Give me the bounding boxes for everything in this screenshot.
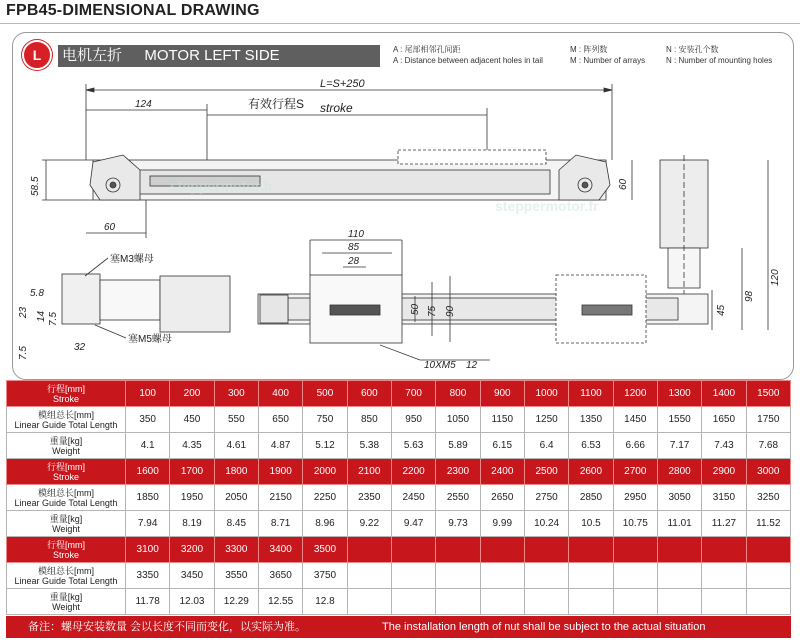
orientation-badge: L: [22, 40, 52, 70]
table-cell: 1600: [126, 459, 170, 485]
table-cell: 3250: [746, 485, 790, 511]
table-cell: [613, 537, 657, 563]
table-cell: 12.03: [170, 589, 214, 615]
table-cell: 100: [126, 381, 170, 407]
dim-stroke-en: stroke: [320, 101, 353, 115]
table-cell: 1950: [170, 485, 214, 511]
row-label: [7, 563, 126, 589]
table-cell: 2600: [569, 459, 613, 485]
legend-n-cn: N : 安装孔个数: [666, 45, 719, 54]
table-cell: 12.8: [303, 589, 347, 615]
table-cell: 350: [126, 407, 170, 433]
table-cell: 650: [258, 407, 302, 433]
table-cell: [391, 589, 435, 615]
table-cell: 3550: [214, 563, 258, 589]
table-cell: [702, 537, 746, 563]
table-cell: 3750: [303, 563, 347, 589]
table-cell: 2500: [524, 459, 568, 485]
spec-row-stroke: [7, 459, 791, 485]
dim-hole: 10XM5: [424, 360, 456, 371]
dim-85: 85: [348, 242, 360, 253]
table-cell: 5.12: [303, 433, 347, 459]
section-header-cn: 电机左折: [62, 47, 123, 64]
table-cell: 2900: [702, 459, 746, 485]
dim-75: 75: [427, 305, 438, 317]
row-label: [7, 381, 126, 407]
row-label-en: Linear Guide Total Length: [14, 419, 118, 430]
table-cell: [347, 589, 391, 615]
row-label: [7, 459, 126, 485]
table-cell: 300: [214, 381, 258, 407]
table-cell: [569, 537, 613, 563]
leader-m3: [85, 258, 108, 276]
row-label-cn: 行程[mm]: [47, 539, 85, 550]
row-label: [7, 407, 126, 433]
section-header-en: MOTOR LEFT SIDE: [144, 47, 280, 64]
table-cell: 1800: [214, 459, 258, 485]
dim-28: 28: [348, 256, 360, 267]
table-cell: 8.71: [258, 511, 302, 537]
table-cell: [347, 563, 391, 589]
table-cell: 3150: [702, 485, 746, 511]
dim-5-8: 5.8: [30, 288, 44, 299]
table-cell: 2050: [214, 485, 258, 511]
table-cell: 3100: [126, 537, 170, 563]
table-cell: [347, 537, 391, 563]
table-cell: 8.19: [170, 511, 214, 537]
row-label-cn: 行程[mm]: [47, 383, 85, 394]
dim-14: 14: [36, 310, 47, 322]
row-label-en: Stroke: [52, 393, 79, 404]
table-cell: 450: [170, 407, 214, 433]
table-cell: 2750: [524, 485, 568, 511]
table-cell: 12.29: [214, 589, 258, 615]
table-cell: 2200: [391, 459, 435, 485]
footnote-bar: [6, 616, 791, 638]
dim-98: 98: [744, 290, 755, 302]
spec-row-weight: [7, 589, 791, 615]
legend-m-en: M : Number of arrays: [570, 56, 646, 65]
table-cell: 7.94: [126, 511, 170, 537]
table-cell: 7.43: [702, 433, 746, 459]
table-cell: 3200: [170, 537, 214, 563]
table-cell: 7.17: [657, 433, 701, 459]
table-cell: 750: [303, 407, 347, 433]
dim-45: 45: [716, 304, 727, 316]
legend-m-cn: M : 阵列数: [570, 45, 608, 54]
table-cell: 1150: [480, 407, 524, 433]
carriage-label: [330, 305, 380, 315]
footnote-en: The installation length of nut shall be subject to the actual situation: [382, 621, 706, 633]
table-cell: 2250: [303, 485, 347, 511]
table-cell: 1400: [702, 381, 746, 407]
table-cell: 1300: [657, 381, 701, 407]
table-cell: 950: [391, 407, 435, 433]
table-cell: 10.75: [613, 511, 657, 537]
table-cell: 5.38: [347, 433, 391, 459]
label-m3: 塞M3螺母: [110, 254, 154, 265]
row-label-en: Stroke: [52, 549, 79, 560]
table-cell: 500: [303, 381, 347, 407]
table-cell: 6.66: [613, 433, 657, 459]
table-cell: [480, 563, 524, 589]
table-cell: 2550: [436, 485, 480, 511]
dim-110: 110: [348, 229, 364, 240]
table-cell: 2350: [347, 485, 391, 511]
spec-row-stroke: [7, 381, 791, 407]
row-label: [7, 537, 126, 563]
table-cell: 550: [214, 407, 258, 433]
table-cell: 1350: [569, 407, 613, 433]
table-cell: 5.89: [436, 433, 480, 459]
footnote-cn: 备注：螺母安装数量 会以长度不同而变化，以实际为准。: [28, 621, 307, 633]
coupling: [100, 280, 160, 320]
watermark: steppermotor.fr: [170, 178, 274, 194]
table-cell: [524, 589, 568, 615]
table-cell: 600: [347, 381, 391, 407]
carriage-label-ghost: [582, 305, 632, 315]
row-label: [7, 433, 126, 459]
table-cell: [746, 589, 790, 615]
table-cell: 2950: [613, 485, 657, 511]
table-cell: 3050: [657, 485, 701, 511]
table-cell: 9.22: [347, 511, 391, 537]
legend-n-en: N : Number of mounting holes: [666, 56, 773, 65]
label-m5: 塞M5螺母: [128, 334, 172, 345]
spec-row-length: [7, 485, 791, 511]
table-cell: [480, 589, 524, 615]
spec-row-weight: [7, 511, 791, 537]
table-cell: 850: [347, 407, 391, 433]
table-cell: [569, 589, 613, 615]
table-cell: 3650: [258, 563, 302, 589]
table-cell: 2300: [436, 459, 480, 485]
table-cell: [657, 537, 701, 563]
table-cell: [436, 589, 480, 615]
bolt: [110, 182, 116, 188]
table-cell: 1650: [702, 407, 746, 433]
table-cell: [702, 563, 746, 589]
bolt: [582, 182, 588, 188]
table-cell: 3450: [170, 563, 214, 589]
table-cell: 3350: [126, 563, 170, 589]
table-cell: 8.96: [303, 511, 347, 537]
table-cell: [436, 537, 480, 563]
dim-total: L=S+250: [320, 78, 365, 90]
table-cell: [657, 563, 701, 589]
table-cell: 2650: [480, 485, 524, 511]
table-cell: 2800: [657, 459, 701, 485]
table-cell: [746, 563, 790, 589]
row-label: [7, 485, 126, 511]
table-cell: 6.15: [480, 433, 524, 459]
table-cell: [480, 537, 524, 563]
dim-stroke-cn: 有效行程S: [248, 97, 305, 111]
table-cell: 2850: [569, 485, 613, 511]
row-label-en: Linear Guide Total Length: [14, 497, 118, 508]
table-cell: 1850: [126, 485, 170, 511]
table-cell: [391, 563, 435, 589]
dim-60-right: 60: [618, 178, 629, 190]
table-cell: 11.52: [746, 511, 790, 537]
table-cell: 3000: [746, 459, 790, 485]
spec-row-weight: [7, 433, 791, 459]
spec-row-stroke: [7, 537, 791, 563]
motor-left: [160, 276, 230, 332]
table-cell: 4.1: [126, 433, 170, 459]
table-cell: 4.35: [170, 433, 214, 459]
table-cell: [524, 563, 568, 589]
table-cell: 1450: [613, 407, 657, 433]
dim-7-5-a: 7.5: [48, 312, 59, 326]
dim-58-5: 58.5: [30, 176, 41, 196]
table-cell: [657, 589, 701, 615]
table-cell: 2700: [613, 459, 657, 485]
table-cell: 800: [436, 381, 480, 407]
row-label: [7, 511, 126, 537]
arrow: [86, 88, 94, 92]
table-cell: 2000: [303, 459, 347, 485]
dim-23: 23: [18, 306, 29, 318]
row-label-cn: 模组总长[mm]: [38, 487, 94, 498]
table-cell: 1550: [657, 407, 701, 433]
row-label-en: Linear Guide Total Length: [14, 575, 118, 586]
table-cell: [436, 563, 480, 589]
row-label-cn: 模组总长[mm]: [38, 409, 94, 420]
table-cell: 2450: [391, 485, 435, 511]
page-title: FPB45-DIMENSIONAL DRAWING: [6, 2, 260, 19]
row-label-cn: 重量[kg]: [49, 513, 83, 524]
leader-m5: [95, 325, 126, 338]
table-cell: 2150: [258, 485, 302, 511]
table-cell: 1100: [569, 381, 613, 407]
table-cell: 1750: [746, 407, 790, 433]
spec-table: [6, 380, 791, 615]
motor-cover: [398, 150, 546, 164]
row-label-cn: 重量[kg]: [49, 435, 83, 446]
row-label-en: Weight: [52, 445, 80, 456]
table-cell: 12.55: [258, 589, 302, 615]
table-cell: 1500: [746, 381, 790, 407]
table-cell: 900: [480, 381, 524, 407]
watermark: steppermotor.fr: [495, 198, 599, 214]
table-cell: 9.73: [436, 511, 480, 537]
dim-124: 124: [135, 99, 152, 110]
table-cell: 700: [391, 381, 435, 407]
dim-60-left: 60: [104, 222, 116, 233]
table-cell: 1250: [524, 407, 568, 433]
table-cell: 10.5: [569, 511, 613, 537]
table-cell: 4.61: [214, 433, 258, 459]
table-cell: [524, 537, 568, 563]
row-label-cn: 重量[kg]: [49, 591, 83, 602]
table-cell: 3300: [214, 537, 258, 563]
end-cap-left: [260, 295, 288, 323]
table-cell: 9.99: [480, 511, 524, 537]
table-cell: 400: [258, 381, 302, 407]
dim-12: 12: [466, 360, 478, 371]
table-cell: [391, 537, 435, 563]
table-cell: 2100: [347, 459, 391, 485]
row-label-en: Weight: [52, 601, 80, 612]
table-cell: 1200: [613, 381, 657, 407]
legend-a-en: A : Distance between adjacent holes in tail: [393, 56, 543, 65]
dim-32: 32: [74, 342, 86, 353]
row-label-en: Stroke: [52, 471, 79, 482]
spec-row-length: [7, 407, 791, 433]
dim-7-5-b: 7.5: [18, 346, 29, 360]
table-cell: 1700: [170, 459, 214, 485]
table-cell: 11.27: [702, 511, 746, 537]
row-label-en: Weight: [52, 523, 80, 534]
table-cell: [746, 537, 790, 563]
spec-row-length: [7, 563, 791, 589]
table-cell: 1000: [524, 381, 568, 407]
table-cell: 200: [170, 381, 214, 407]
table-cell: 5.63: [391, 433, 435, 459]
table-cell: 1050: [436, 407, 480, 433]
table-cell: 10.24: [524, 511, 568, 537]
dim-90: 90: [445, 305, 456, 317]
table-cell: [702, 589, 746, 615]
arrow: [604, 88, 612, 92]
table-cell: 3400: [258, 537, 302, 563]
dim-120: 120: [770, 269, 781, 286]
row-label-cn: 行程[mm]: [47, 461, 85, 472]
table-cell: 6.4: [524, 433, 568, 459]
profile-section: [62, 274, 100, 324]
table-cell: [613, 563, 657, 589]
table-cell: 8.45: [214, 511, 258, 537]
table-cell: 9.47: [391, 511, 435, 537]
table-cell: 6.53: [569, 433, 613, 459]
leader-hole: [380, 345, 420, 360]
table-cell: 1900: [258, 459, 302, 485]
row-label: [7, 589, 126, 615]
row-label-cn: 模组总长[mm]: [38, 565, 94, 576]
table-cell: [569, 563, 613, 589]
table-cell: 2400: [480, 459, 524, 485]
table-cell: 4.87: [258, 433, 302, 459]
table-cell: 11.01: [657, 511, 701, 537]
table-cell: 11.78: [126, 589, 170, 615]
dim-50: 50: [410, 303, 421, 315]
table-cell: [613, 589, 657, 615]
table-cell: 7.68: [746, 433, 790, 459]
legend-a-cn: A : 尾部相邻孔间距: [393, 45, 461, 54]
table-cell: 3500: [303, 537, 347, 563]
